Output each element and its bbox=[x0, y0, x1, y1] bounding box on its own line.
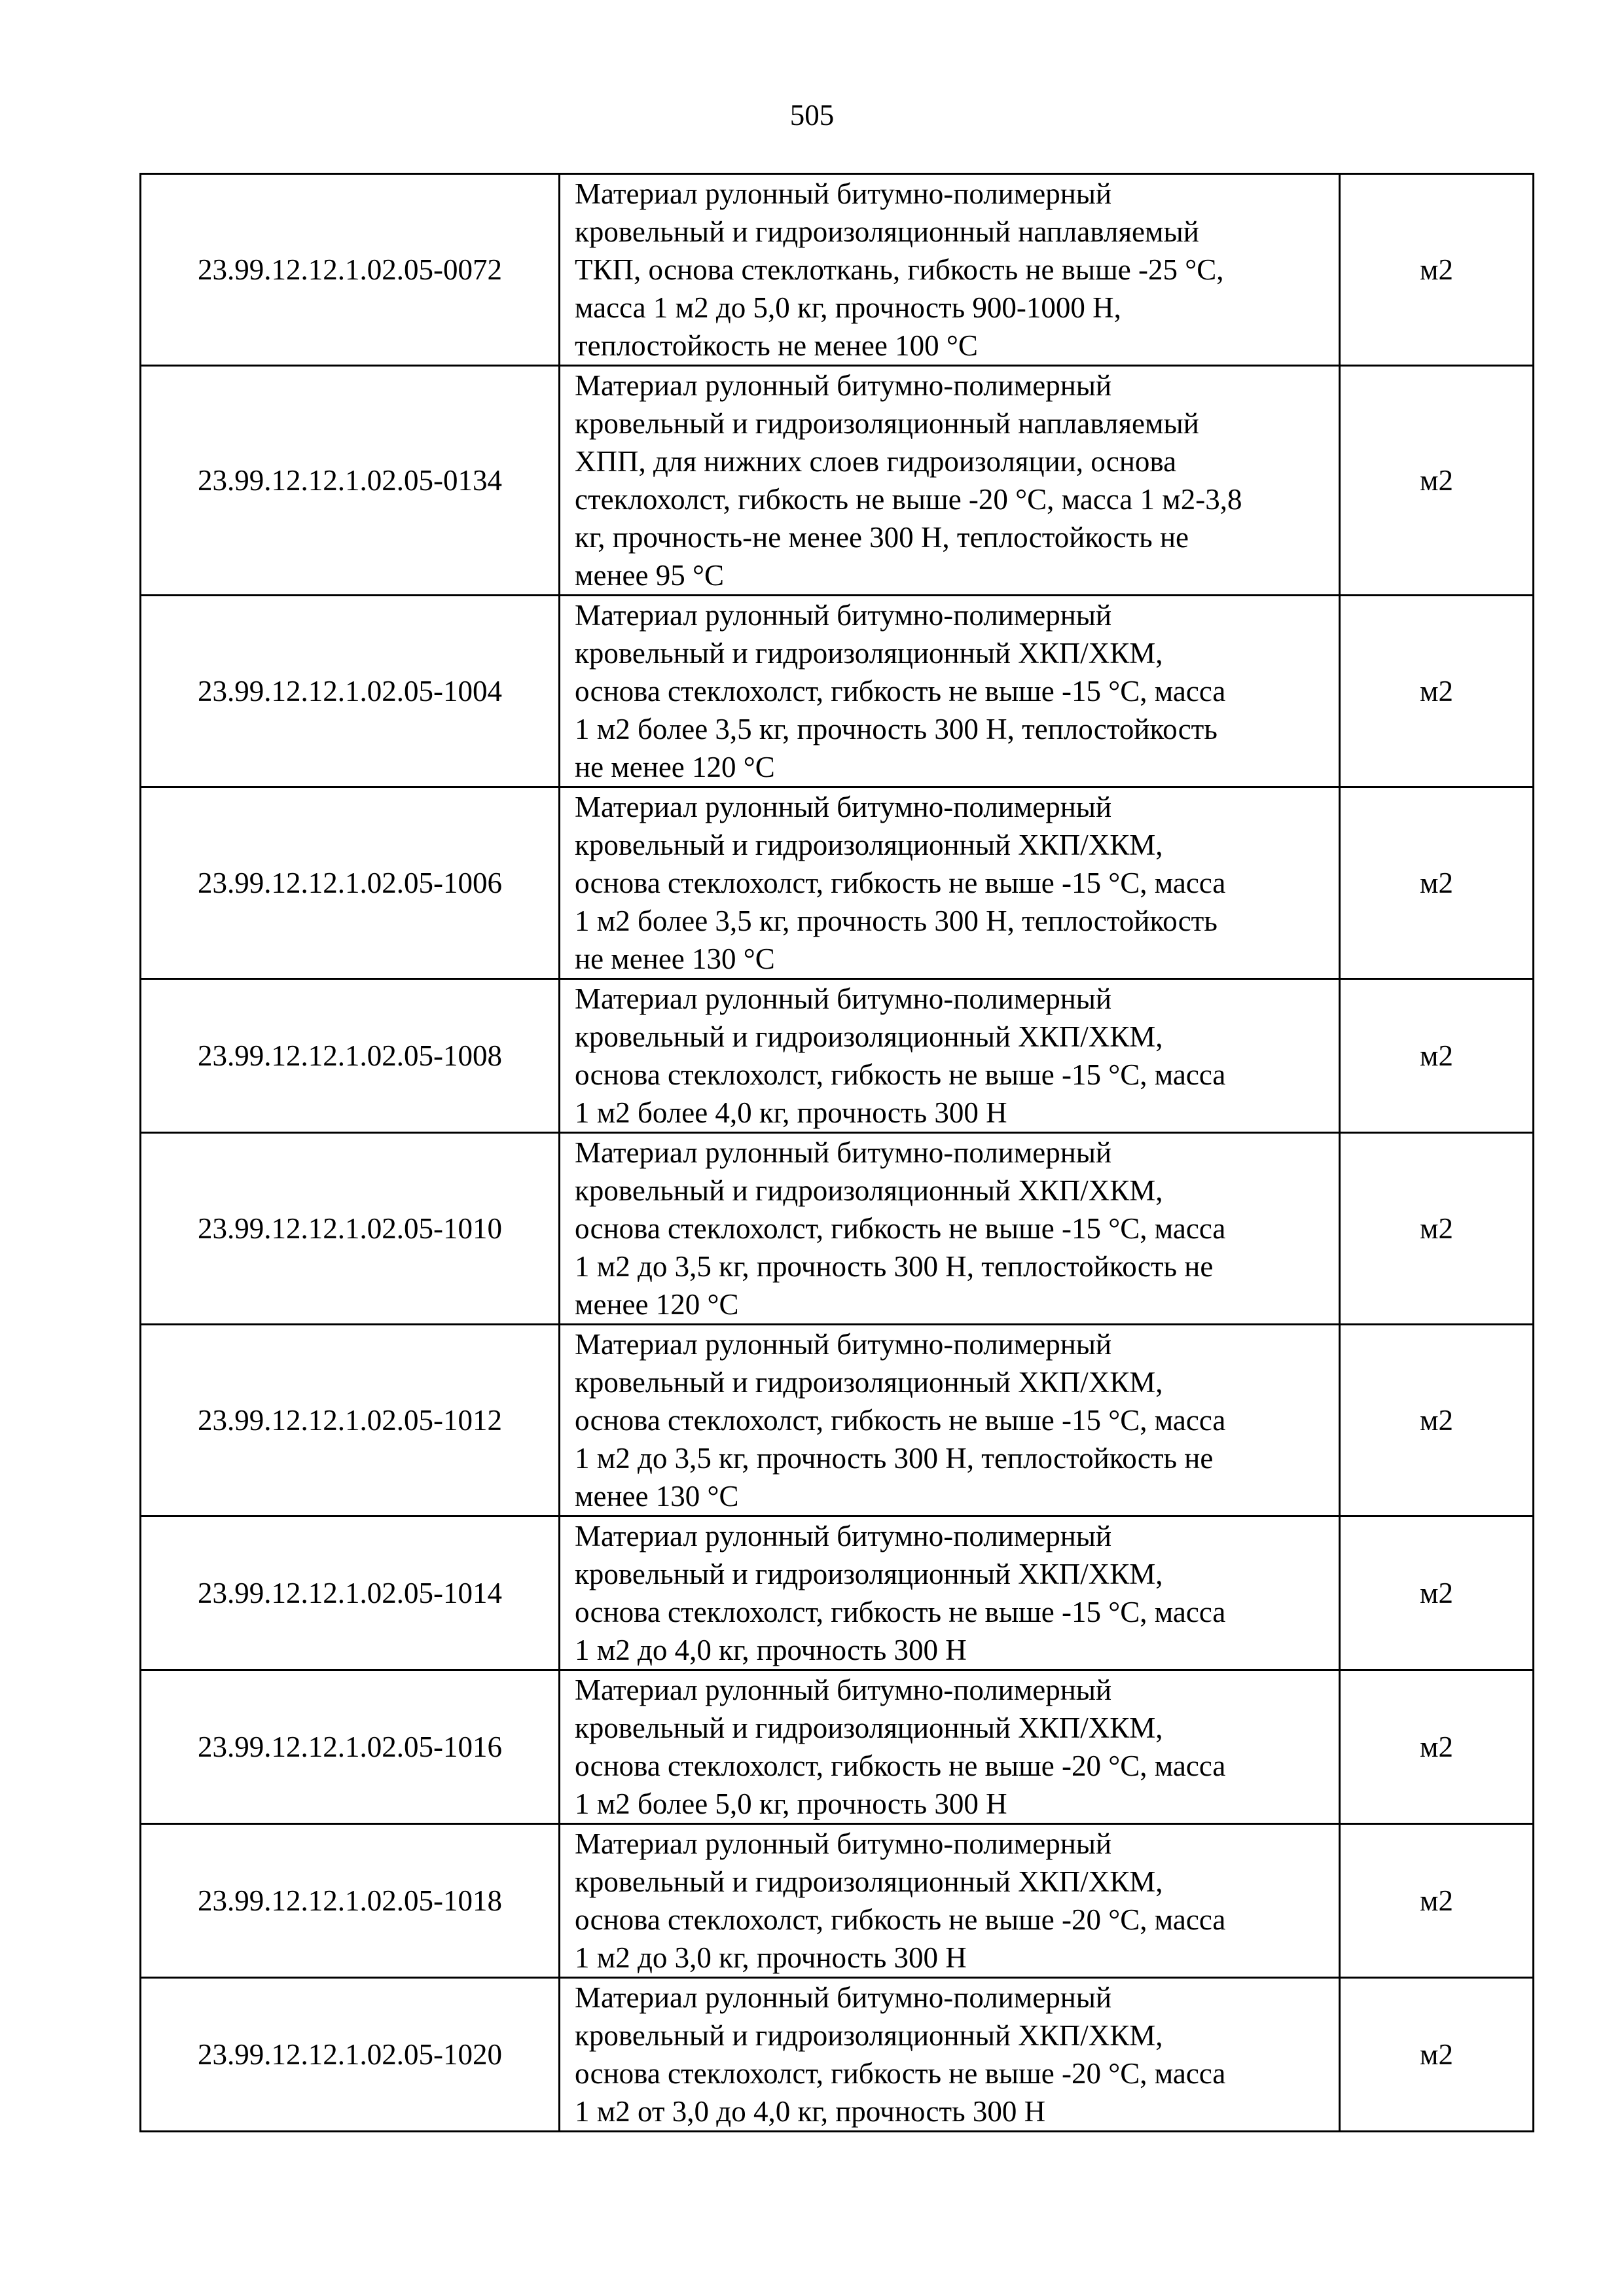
description-cell bbox=[560, 787, 1340, 979]
description-cell bbox=[560, 596, 1340, 787]
description-line: Материал рулонный битумно-полимерный bbox=[575, 1328, 1112, 1361]
description-line: кровельный и гидроизоляционный ХКП/ХКМ, bbox=[575, 2019, 1163, 2052]
description-line: 1 м2 более 3,5 кг, прочность 300 Н, теплостойкость bbox=[575, 713, 1218, 745]
unit-cell: м2 bbox=[1340, 1670, 1534, 1824]
table-row bbox=[141, 174, 1534, 366]
description-line: 1 м2 до 3,0 кг, прочность 300 Н bbox=[575, 1941, 967, 1974]
resource-code-cell: 23.99.12.12.1.02.05-0072 bbox=[141, 174, 560, 366]
description-line: кг, прочность-не менее 300 Н, теплостойкость не bbox=[575, 521, 1189, 554]
description-line: кровельный и гидроизоляционный ХКП/ХКМ, bbox=[575, 1558, 1163, 1590]
description-line: Материал рулонный битумно-полимерный bbox=[575, 1136, 1112, 1169]
description-cell bbox=[560, 1824, 1340, 1978]
unit-cell: м2 bbox=[1340, 1516, 1534, 1670]
description-line: основа стеклохолст, гибкость не выше -15 °С, масса bbox=[575, 1058, 1226, 1091]
description-line: ТКП, основа стеклоткань, гибкость не выше -25 °С, bbox=[575, 253, 1224, 286]
description-cell bbox=[560, 174, 1340, 366]
resource-code-cell: 23.99.12.12.1.02.05-1018 bbox=[141, 1824, 560, 1978]
description-line: масса 1 м2 до 5,0 кг, прочность 900-1000 Н, bbox=[575, 291, 1121, 324]
description-line: не менее 130 °С bbox=[575, 942, 775, 975]
resource-code-cell: 23.99.12.12.1.02.05-1014 bbox=[141, 1516, 560, 1670]
description-line: 1 м2 от 3,0 до 4,0 кг, прочность 300 Н bbox=[575, 2095, 1046, 2128]
description-line: Материал рулонный битумно-полимерный bbox=[575, 791, 1112, 823]
resource-code-cell: 23.99.12.12.1.02.05-1012 bbox=[141, 1325, 560, 1516]
description-line: не менее 120 °С bbox=[575, 751, 775, 783]
resource-code-cell: 23.99.12.12.1.02.05-0134 bbox=[141, 366, 560, 596]
description-line: основа стеклохолст, гибкость не выше -15 °С, масса bbox=[575, 1212, 1226, 1245]
description-cell bbox=[560, 979, 1340, 1133]
description-line: основа стеклохолст, гибкость не выше -15 °С, масса bbox=[575, 675, 1226, 708]
description-line: теплостойкость не менее 100 °С bbox=[575, 329, 978, 362]
description-line: кровельный и гидроизоляционный наплавляемый bbox=[575, 407, 1199, 440]
resource-code-cell: 23.99.12.12.1.02.05-1008 bbox=[141, 979, 560, 1133]
table-row bbox=[141, 1133, 1534, 1325]
description-line: кровельный и гидроизоляционный ХКП/ХКМ, bbox=[575, 1020, 1163, 1053]
description-line: Материал рулонный битумно-полимерный bbox=[575, 369, 1112, 402]
description-cell bbox=[560, 1133, 1340, 1325]
description-line: 1 м2 более 3,5 кг, прочность 300 Н, теплостойкость bbox=[575, 905, 1218, 937]
table-body bbox=[141, 174, 1534, 2132]
table-row bbox=[141, 1325, 1534, 1516]
table-row bbox=[141, 1824, 1534, 1978]
description-cell bbox=[560, 366, 1340, 596]
unit-cell: м2 bbox=[1340, 787, 1534, 979]
table-row bbox=[141, 366, 1534, 596]
description-line: Материал рулонный битумно-полимерный bbox=[575, 1674, 1112, 1706]
unit-cell: м2 bbox=[1340, 1824, 1534, 1978]
description-line: Материал рулонный битумно-полимерный bbox=[575, 982, 1112, 1015]
page-number: 505 bbox=[789, 99, 835, 132]
description-line: 1 м2 до 3,5 кг, прочность 300 Н, теплостойкость не bbox=[575, 1442, 1214, 1475]
description-cell bbox=[560, 1325, 1340, 1516]
description-line: 1 м2 до 4,0 кг, прочность 300 Н bbox=[575, 1634, 967, 1666]
description-line: Материал рулонный битумно-полимерный bbox=[575, 599, 1112, 632]
description-line: стеклохолст, гибкость не выше -20 °С, масса 1 м2-3,8 bbox=[575, 483, 1242, 516]
description-cell bbox=[560, 1978, 1340, 2132]
resource-code-cell: 23.99.12.12.1.02.05-1016 bbox=[141, 1670, 560, 1824]
description-line: основа стеклохолст, гибкость не выше -15 °С, масса bbox=[575, 1596, 1226, 1628]
description-line: основа стеклохолст, гибкость не выше -15 °С, масса bbox=[575, 1404, 1226, 1437]
description-line: 1 м2 до 3,5 кг, прочность 300 Н, теплостойкость не bbox=[575, 1250, 1214, 1283]
description-line: 1 м2 более 4,0 кг, прочность 300 Н bbox=[575, 1096, 1007, 1129]
table-row bbox=[141, 979, 1534, 1133]
description-line: кровельный и гидроизоляционный наплавляемый bbox=[575, 215, 1199, 248]
unit-cell: м2 bbox=[1340, 174, 1534, 366]
description-line: Материал рулонный битумно-полимерный bbox=[575, 1827, 1112, 1860]
description-line: кровельный и гидроизоляционный ХКП/ХКМ, bbox=[575, 829, 1163, 861]
table-row bbox=[141, 787, 1534, 979]
unit-cell: м2 bbox=[1340, 366, 1534, 596]
resource-code-cell: 23.99.12.12.1.02.05-1020 bbox=[141, 1978, 560, 2132]
description-line: Материал рулонный битумно-полимерный bbox=[575, 1520, 1112, 1552]
description-line: основа стеклохолст, гибкость не выше -20 °С, масса bbox=[575, 2057, 1226, 2090]
resource-code-cell: 23.99.12.12.1.02.05-1010 bbox=[141, 1133, 560, 1325]
description-line: кровельный и гидроизоляционный ХКП/ХКМ, bbox=[575, 637, 1163, 670]
description-line: кровельный и гидроизоляционный ХКП/ХКМ, bbox=[575, 1712, 1163, 1744]
resource-code-cell: 23.99.12.12.1.02.05-1006 bbox=[141, 787, 560, 979]
table-row bbox=[141, 1516, 1534, 1670]
description-line: ХПП, для нижних слоев гидроизоляции, основа bbox=[575, 445, 1177, 478]
description-line: основа стеклохолст, гибкость не выше -15 °С, масса bbox=[575, 867, 1226, 899]
description-line: кровельный и гидроизоляционный ХКП/ХКМ, bbox=[575, 1366, 1163, 1399]
description-cell bbox=[560, 1670, 1340, 1824]
description-line: менее 120 °С bbox=[575, 1288, 739, 1321]
unit-cell: м2 bbox=[1340, 1325, 1534, 1516]
description-cell bbox=[560, 1516, 1340, 1670]
table-row bbox=[141, 1978, 1534, 2132]
description-line: основа стеклохолст, гибкость не выше -20 °С, масса bbox=[575, 1749, 1226, 1782]
unit-cell: м2 bbox=[1340, 979, 1534, 1133]
table-row bbox=[141, 1670, 1534, 1824]
description-line: кровельный и гидроизоляционный ХКП/ХКМ, bbox=[575, 1174, 1163, 1207]
table-row bbox=[141, 596, 1534, 787]
unit-cell: м2 bbox=[1340, 1133, 1534, 1325]
description-line: кровельный и гидроизоляционный ХКП/ХКМ, bbox=[575, 1865, 1163, 1898]
description-line: 1 м2 более 5,0 кг, прочность 300 Н bbox=[575, 1787, 1007, 1820]
description-line: Материал рулонный битумно-полимерный bbox=[575, 177, 1112, 210]
description-line: менее 130 °С bbox=[575, 1480, 739, 1513]
description-line: менее 95 °С bbox=[575, 559, 724, 592]
unit-cell: м2 bbox=[1340, 596, 1534, 787]
unit-cell: м2 bbox=[1340, 1978, 1534, 2132]
description-line: Материал рулонный битумно-полимерный bbox=[575, 1981, 1112, 2014]
description-line: основа стеклохолст, гибкость не выше -20 °С, масса bbox=[575, 1903, 1226, 1936]
resource-code-cell: 23.99.12.12.1.02.05-1004 bbox=[141, 596, 560, 787]
materials-table bbox=[139, 173, 1534, 2132]
